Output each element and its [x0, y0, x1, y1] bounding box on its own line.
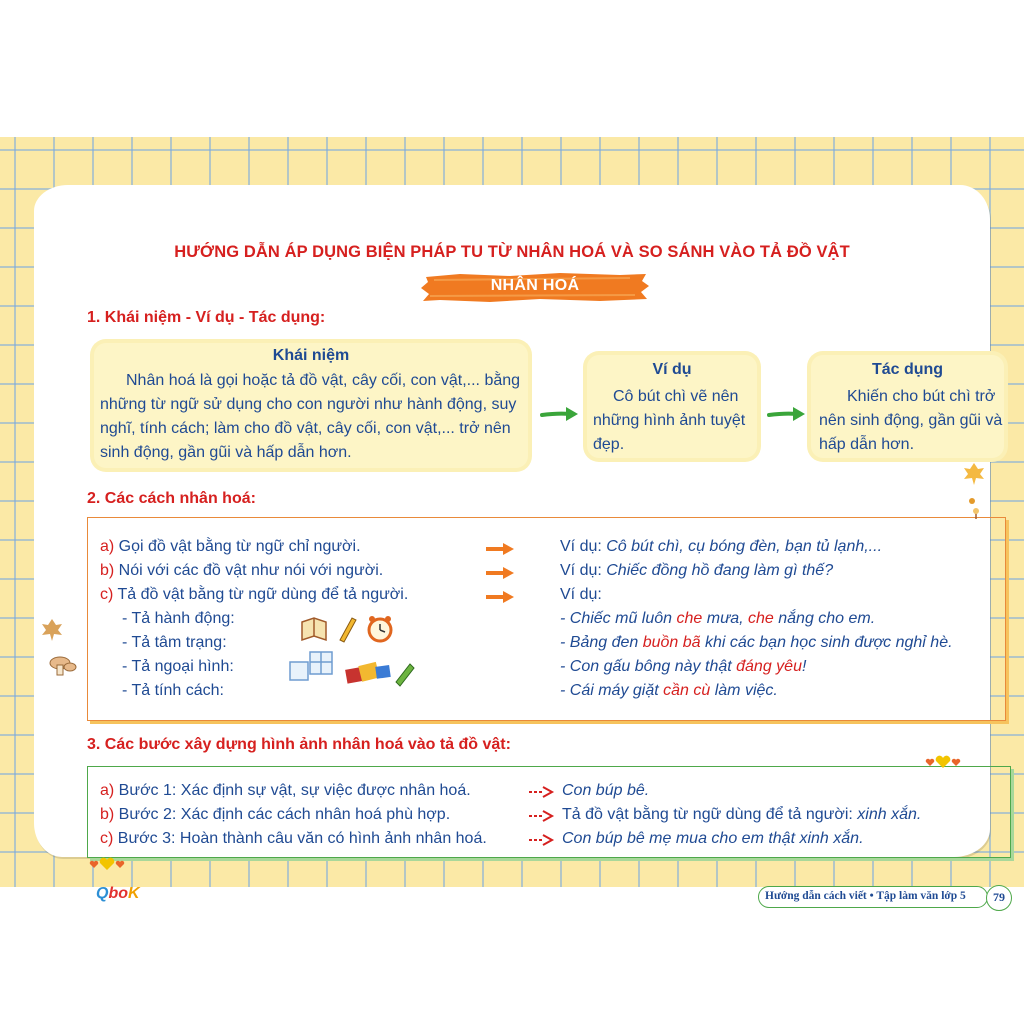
step-result: Tả đồ vật bằng từ ngữ dùng để tả người: xinh xắn. [562, 806, 922, 823]
green-arrow-icon [767, 404, 807, 424]
step-row: b) Bước 2: Xác định các cách nhân hoá phù hợp. [100, 806, 451, 823]
book-pencil-clock-icon [300, 614, 400, 644]
step-result: Con búp bê mẹ mua cho em thật xinh xắn. [562, 830, 864, 847]
concept-title: Khái niệm [272, 347, 350, 364]
sub-example: - Cái máy giặt cần cù làm việc. [560, 682, 778, 699]
example-body: Cô bút chì vẽ nên những hình ảnh tuyệt đẹp. [593, 388, 746, 453]
mushroom-leaf-icon [42, 617, 78, 677]
method-row: b) Nói với các đồ vật như nói với người. [100, 562, 384, 579]
effect-body: Khiến cho bút chì trở nên sinh động, gần gũi và hấp dẫn hơn. [819, 388, 1003, 453]
orange-arrow-icon [485, 566, 515, 580]
page-title: HƯỚNG DẪN ÁP DỤNG BIỆN PHÁP TU TỪ NHÂN HOÁ VÀ SO SÁNH VÀO TẢ ĐỒ VẬT [174, 243, 850, 261]
autumn-leaves-icon [962, 461, 986, 521]
publisher-logo: QboK [96, 885, 140, 902]
example-box [587, 355, 757, 458]
method-row: c) Tả đồ vật bằng từ ngữ dùng để tả người. [100, 586, 409, 603]
effect-box [811, 355, 1004, 458]
concept-box [94, 343, 528, 468]
method-row: a) Gọi đồ vật bằng từ ngữ chỉ người. [100, 538, 361, 555]
sub-label: - Tả tâm trạng: [122, 634, 227, 651]
method-example: Ví dụ: [560, 586, 602, 603]
green-arrow-icon [540, 404, 580, 424]
example-title: Ví dụ [652, 361, 692, 378]
hearts-icon [922, 755, 964, 769]
sub-example: - Chiếc mũ luôn che mưa, che nắng cho em. [560, 610, 876, 627]
book-series-label [758, 886, 988, 908]
sub-example: - Bảng đen buồn bã khi các bạn học sinh được nghỉ hè. [560, 634, 953, 651]
sub-label: - Tả tính cách: [122, 682, 224, 699]
sub-label: - Tả hành động: [122, 610, 235, 627]
book-series-text: Hướng dẫn cách viết • Tập làm văn lớp 5 [765, 890, 966, 902]
steps-box [87, 766, 1011, 858]
dashed-arrow-icon [528, 810, 554, 822]
effect-title: Tác dụng [871, 361, 944, 378]
step-row: c) Bước 3: Hoàn thành câu văn có hình ảnh nhân hoá. [100, 830, 487, 847]
orange-arrow-icon [485, 542, 515, 556]
concept-body: Nhân hoá là gọi hoặc tả đồ vật, cây cối, con vật,... bằng những từ ngữ sử dụng cho con người như hành động, suy nghĩ, tính cách; làm cho đồ vật, cây cối, con vật,... trở nên sinh động, gần gũi và hấp dẫn hơn. [100, 372, 521, 461]
method-example: Ví dụ: Cô bút chì, cụ bóng đèn, bạn tủ lạnh,... [560, 538, 883, 555]
page-number: 79 [986, 885, 1012, 911]
banner-label: NHÂN HOÁ [490, 277, 580, 294]
page-background [0, 137, 1024, 904]
banner [420, 271, 650, 303]
hearts-icon [86, 857, 128, 871]
orange-arrow-icon [485, 590, 515, 604]
section1-heading: 1. Khái niệm - Ví dụ - Tác dụng: [87, 309, 326, 326]
section3-heading: 3. Các bước xây dựng hình ảnh nhân hoá vào tả đồ vật: [87, 736, 511, 753]
step-row: a) Bước 1: Xác định sự vật, sự việc được nhân hoá. [100, 782, 471, 799]
method-example: Ví dụ: Chiếc đồng hồ đang làm gì thế? [560, 562, 834, 579]
dashed-arrow-icon [528, 834, 554, 846]
sub-label: - Tả ngoại hình: [122, 658, 234, 675]
methods-box [87, 517, 1006, 721]
content-card [34, 185, 1005, 904]
section2-heading: 2. Các cách nhân hoá: [87, 490, 256, 507]
sub-example: - Con gấu bông này thật đáng yêu! [560, 658, 807, 675]
dashed-arrow-icon [528, 786, 554, 798]
step-result: Con búp bê. [562, 782, 650, 799]
gift-books-pencil-icon [286, 646, 416, 688]
